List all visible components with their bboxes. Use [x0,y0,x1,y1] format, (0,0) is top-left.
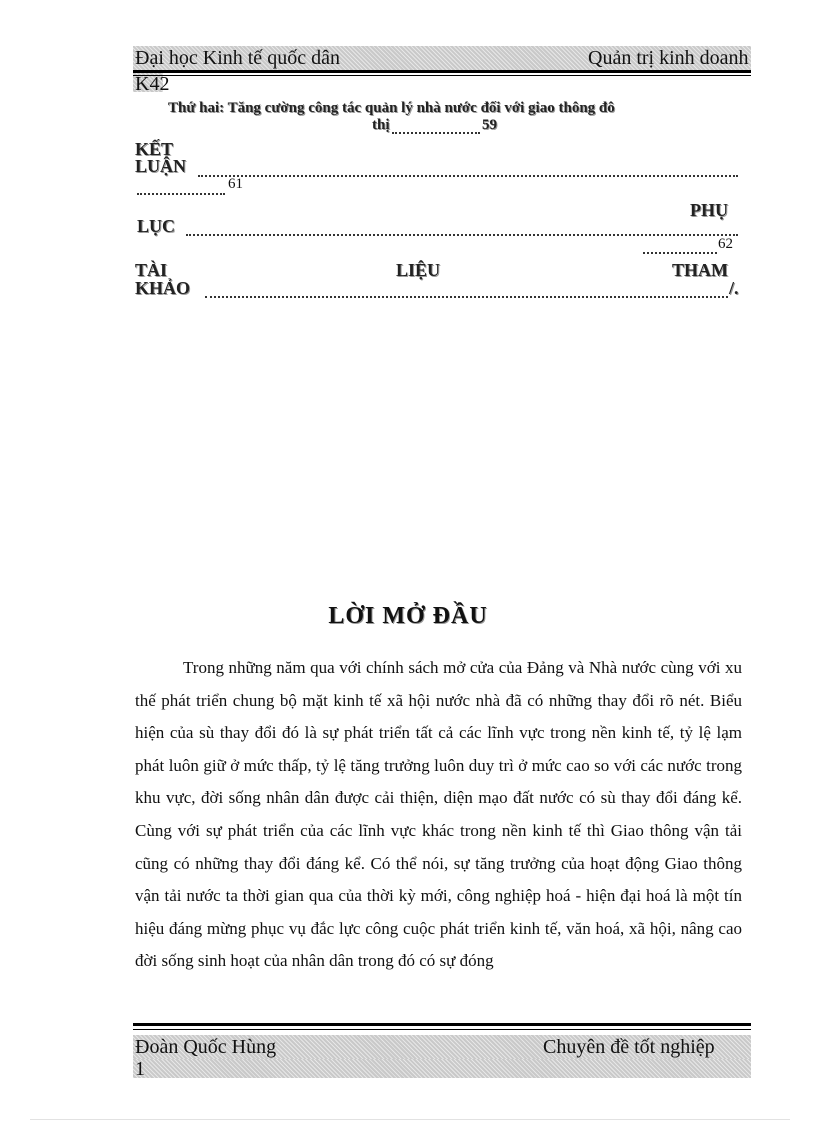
header-rule-thin [133,75,751,76]
header-university: Đại học Kinh tế quốc dân [135,47,340,69]
toc-tai-lieu-end: /. [729,278,739,298]
header-class: K42 [135,73,170,95]
header-rule [133,70,751,73]
toc-ket-luan-line2: LUẬN [135,156,187,176]
footer-author: Đoàn Quốc Hùng [135,1036,277,1058]
toc-phu-luc-line1: PHỤ [690,200,728,220]
body-text [135,652,742,978]
toc-leader-dots [392,130,480,134]
footer-page-number: 1 [135,1058,145,1080]
toc-tai-lieu-word1: TÀI [135,260,168,280]
toc-tai-lieu-word4: KHẢO [135,278,191,298]
toc-leader-dots [186,232,738,236]
toc-subsection-title: Thứ hai: Tăng cường công tác quản lý nhà nước đối với giao thông đô [168,100,615,116]
footer-band-page [133,1059,751,1078]
toc-subsection-page: 59 [482,117,497,133]
toc-ket-luan-line1: KẾT [135,139,174,159]
toc-leader-dots [198,173,738,177]
footer-rule [133,1023,751,1026]
toc-phu-luc-page: 62 [718,236,733,252]
header-major: Quản trị kinh doanh [588,47,749,69]
section-title: LỜI MỞ ĐẦU [328,603,488,629]
page-edge [30,1119,790,1120]
body-paragraph: Trong những năm qua với chính sách mở cửa của Đảng và Nhà nước cùng với xu thế phát triển chung bộ mặt kinh tế xã hội nước nhà đã có những thay đổi rõ nét. Biểu hiện của sù thay đổi đó là sự phát triển tất cả các lĩnh vực trong nền kinh tế, tỷ lệ lạm phát luôn giữ ở mức thấp, tỷ lệ tăng trưởng luôn duy trì ở mức cao so với các nước trong khu vực, đời sống nhân dân được cải thiện, diện mạo đất nước có sù thay đổi đáng kể. Cùng với sự phát triển của các lĩnh vực khác trong nền kinh tế thì Giao thông vận tải cũng có những thay đổi đáng kể. Có thể nói, sự tăng trưởng của hoạt động Giao thông vận tải nước ta thời gian qua của thời kỳ mới, công nghiệp hoá - hiện đại hoá là một tín hiệu đáng mừng phục vụ đắc lực công cuộc phát triển kinh tế, văn hoá, xã hội, nâng cao đời sống sinh hoạt của nhân dân trong đó có sự đóng [135,658,742,971]
toc-tai-lieu-word3: THAM [672,260,728,280]
toc-leader-dots [137,191,225,195]
footer-rule-thin [133,1029,751,1030]
toc-ket-luan-page: 61 [228,176,243,192]
toc-phu-luc-line2: LỤC [137,216,176,236]
toc-subsection-cont: thị [372,117,390,133]
toc-leader-dots [205,294,728,298]
footer-doc-type: Chuyên đề tốt nghiệp [543,1036,715,1058]
toc-leader-dots [643,250,717,254]
toc-tai-lieu-word2: LIỆU [396,260,441,280]
